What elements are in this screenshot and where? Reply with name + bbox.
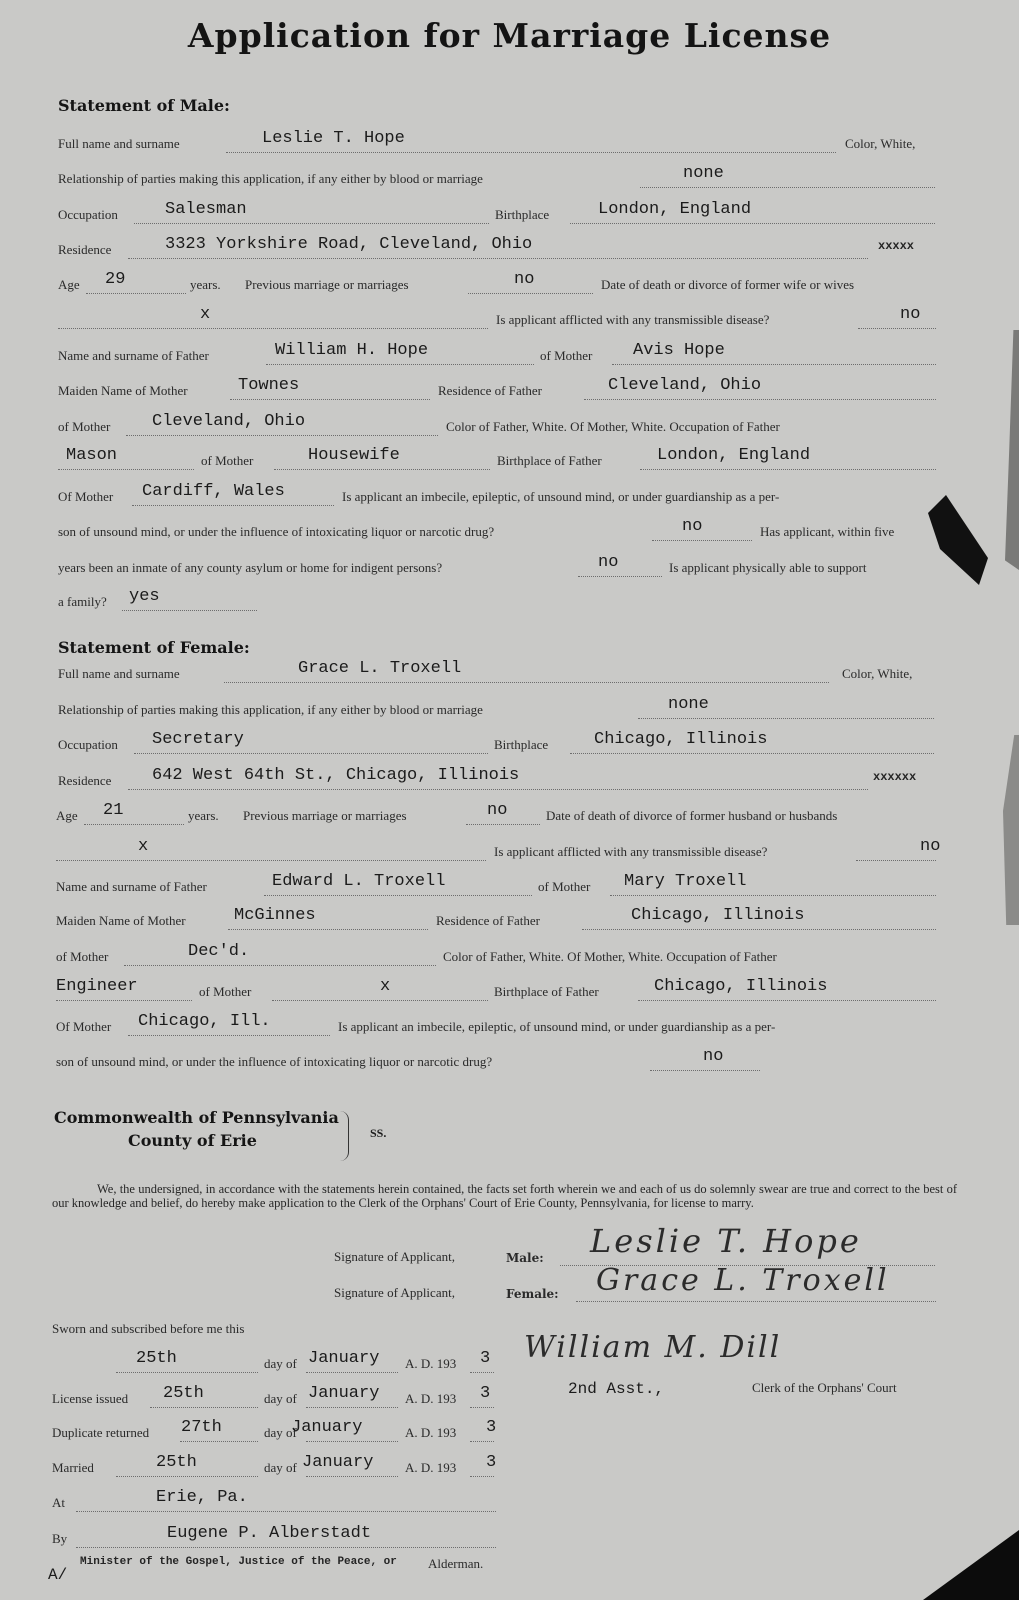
- female-maiden-label: Maiden Name of Mother: [56, 913, 186, 928]
- duplicate-month-value: January: [291, 1418, 363, 1437]
- commonwealth-heading: Commonwealth of Pennsylvania: [54, 1108, 339, 1127]
- license-day-of-label: day of: [264, 1391, 297, 1406]
- male-death-divorce-label: Date of death or divorce of former wife or wives: [601, 277, 855, 292]
- county-heading: County of Erie: [128, 1131, 257, 1150]
- male-residence-line: [128, 258, 868, 259]
- license-ad-label: A. D. 193: [405, 1391, 457, 1406]
- female-unsound-row: [0, 1044, 1019, 1074]
- female-res-mother-row: [0, 939, 1019, 969]
- male-color-parents-label: Color of Father, White. Of Mother, White. Occupation of Father: [446, 419, 780, 434]
- male-disease-row: [0, 302, 1019, 332]
- female-years-label: years.: [188, 808, 219, 823]
- male-occ-mother-label: of Mother: [201, 453, 254, 468]
- female-father-name-value: Edward L. Troxell: [272, 872, 446, 891]
- female-mother-name-label: of Mother: [538, 879, 591, 894]
- married-year-value: 3: [486, 1453, 497, 1472]
- female-maiden-value: McGinnes: [234, 906, 316, 925]
- female-birthplace-line: [570, 753, 934, 754]
- male-family-row: [0, 584, 1019, 614]
- female-res-father-value: Chicago, Illinois: [631, 906, 805, 925]
- female-age-label: Age: [56, 808, 78, 823]
- male-bp-mother-row: [0, 479, 1019, 509]
- license-day-line: [150, 1407, 258, 1408]
- female-relationship-line: [638, 718, 934, 719]
- male-residence-strikeout: xxxxx: [878, 239, 915, 253]
- female-full-name-row: [0, 656, 1019, 686]
- male-full-name-value: Leslie T. Hope: [262, 129, 405, 148]
- female-previous-label: Previous marriage or marriages: [243, 808, 407, 823]
- female-signature-line: [576, 1301, 936, 1302]
- male-occupation-parents-row: [0, 443, 1019, 473]
- male-res-father-value: Cleveland, Ohio: [608, 376, 762, 395]
- male-age-row: [0, 267, 1019, 297]
- female-occ-mother-line: [272, 1000, 488, 1001]
- male-maiden-value: Townes: [238, 376, 300, 395]
- married-row: [0, 1450, 1019, 1480]
- clerk-title-value: 2nd Asst.,: [568, 1380, 665, 1398]
- male-occupation-label: Occupation: [58, 207, 118, 222]
- female-birthplace-label: Birthplace: [494, 737, 549, 752]
- married-year-line: [470, 1476, 494, 1477]
- male-mother-name-value: Avis Hope: [633, 341, 725, 360]
- document-title: Application for Marriage License: [187, 16, 832, 55]
- sworn-year-line: [470, 1372, 494, 1373]
- jurisdiction-brace: [340, 1111, 349, 1161]
- sworn-label-row: [0, 1311, 1019, 1341]
- male-birthplace-value: London, England: [598, 200, 752, 219]
- married-day-value: 25th: [156, 1453, 197, 1472]
- female-father-name-label: Name and surname of Father: [56, 879, 207, 894]
- sworn-month-value: January: [308, 1349, 380, 1368]
- male-res-father-label: Residence of Father: [438, 383, 542, 398]
- married-month-value: January: [302, 1453, 374, 1472]
- clerk-label: Clerk of the Orphans' Court: [752, 1380, 897, 1395]
- male-father-name-label: Name and surname of Father: [58, 348, 209, 363]
- male-residence-value: 3323 Yorkshire Road, Cleveland, Ohio: [165, 235, 533, 254]
- married-by-row: [0, 1521, 1019, 1551]
- male-unsound-row: [0, 514, 1019, 544]
- male-res-mother-row: [0, 409, 1019, 439]
- male-full-name-label: Full name and surname: [58, 136, 180, 151]
- male-relationship-label: Relationship of parties making this application, if any either by blood or marriage: [58, 171, 483, 186]
- license-year-value: 3: [480, 1384, 491, 1403]
- sworn-day-of-label: day of: [264, 1356, 297, 1371]
- female-disease-line: [856, 860, 936, 861]
- female-previous-value: no: [487, 801, 508, 820]
- sworn-day-value: 25th: [136, 1349, 177, 1368]
- duplicate-ad-label: A. D. 193: [405, 1425, 457, 1440]
- female-occ-father-line: [56, 1000, 192, 1001]
- female-maiden-row: [0, 903, 1019, 933]
- female-mother-name-value: Mary Troxell: [624, 872, 747, 891]
- male-residence-row: [0, 232, 1019, 262]
- male-bp-mother-value: Cardiff, Wales: [142, 482, 285, 501]
- male-occ-mother-line: [274, 469, 490, 470]
- male-section-heading: Statement of Male:: [58, 96, 230, 115]
- oath-paragraph: We, the undersigned, in accordance with the statements herein contained, the facts set forth wherein we and each of us do solemnly swear are true and correct to the best of our knowledge and belief, do hereby make application to the Clerk of the Orphans' Court of Erie County, Pennsylvania, for license to marry.: [52, 1182, 957, 1210]
- married-at-line: [76, 1511, 496, 1512]
- female-full-name-label: Full name and surname: [58, 666, 180, 681]
- female-res-mother-line: [124, 965, 436, 966]
- male-res-mother-value: Cleveland, Ohio: [152, 412, 306, 431]
- male-death-divorce-value: x: [200, 305, 211, 324]
- sworn-ad-label: A. D. 193: [405, 1356, 457, 1371]
- female-father-name-line: [264, 895, 532, 896]
- male-signature-label: Signature of Applicant,: [334, 1249, 455, 1264]
- male-disease-line: [858, 328, 936, 329]
- male-age-label: Age: [58, 277, 80, 292]
- male-father-name-value: William H. Hope: [275, 341, 429, 360]
- female-death-divorce-line: [56, 860, 486, 861]
- ss-mark: SS.: [370, 1126, 387, 1140]
- license-day-value: 25th: [163, 1384, 204, 1403]
- clerk-signature: William M. Dill: [524, 1330, 782, 1365]
- male-maiden-row: [0, 373, 1019, 403]
- married-at-row: [0, 1485, 1019, 1515]
- duplicate-day-of-label: day of: [264, 1425, 297, 1440]
- female-age-line: [84, 824, 184, 825]
- male-res-mother-line: [126, 435, 438, 436]
- male-asylum-row: [0, 550, 1019, 580]
- male-bp-father-line: [640, 469, 936, 470]
- duplicate-year-value: 3: [486, 1418, 497, 1437]
- female-bp-mother-value: Chicago, Ill.: [138, 1012, 271, 1031]
- male-occ-father-value: Mason: [66, 446, 118, 465]
- male-relationship-value: none: [683, 164, 724, 183]
- male-family-line: [122, 610, 257, 611]
- male-bp-mother-label: Of Mother: [58, 489, 114, 504]
- duplicate-month-line: [306, 1441, 398, 1442]
- male-occ-mother-value: Housewife: [308, 446, 400, 465]
- male-asylum-label-b: years been an inmate of any county asylum or home for indigent persons?: [58, 560, 443, 575]
- female-bp-father-line: [638, 1000, 936, 1001]
- male-asylum-label-a: Has applicant, within five: [760, 524, 895, 539]
- female-previous-line: [466, 824, 540, 825]
- sworn-label: Sworn and subscribed before me this: [52, 1321, 245, 1336]
- male-unsound-value: no: [682, 517, 703, 536]
- male-relationship-line: [640, 187, 935, 188]
- duplicate-year-line: [470, 1441, 494, 1442]
- sworn-year-value: 3: [480, 1349, 491, 1368]
- female-residence-value: 642 West 64th St., Chicago, Illinois: [152, 766, 520, 785]
- female-residence-strikeout: xxxxxx: [873, 770, 917, 784]
- female-signature-sex-label: Female:: [506, 1287, 559, 1301]
- female-res-mother-value: Dec'd.: [188, 942, 250, 961]
- male-family-value: yes: [129, 587, 160, 606]
- male-previous-label: Previous marriage or marriages: [245, 277, 409, 292]
- female-birthplace-value: Chicago, Illinois: [594, 730, 768, 749]
- female-color-label: Color, White,: [842, 666, 913, 681]
- married-by-value: Eugene P. Alberstadt: [167, 1524, 372, 1543]
- male-disease-label: Is applicant afflicted with any transmissible disease?: [496, 312, 770, 327]
- female-occupation-row: [0, 727, 1019, 757]
- male-disease-value: no: [900, 305, 921, 324]
- female-occupation-parents-row: [0, 974, 1019, 1004]
- married-by-label: By: [52, 1531, 68, 1546]
- officiant-strikeout: Minister of the Gospel, Justice of the Peace, or: [80, 1556, 397, 1568]
- male-bp-father-value: London, England: [657, 446, 811, 465]
- male-support-label: Is applicant physically able to support: [669, 560, 867, 575]
- married-month-line: [306, 1476, 398, 1477]
- female-bp-father-label: Birthplace of Father: [494, 984, 599, 999]
- male-age-value: 29: [105, 270, 126, 289]
- female-bp-mother-row: [0, 1009, 1019, 1039]
- female-color-parents-label: Color of Father, White. Of Mother, White. Occupation of Father: [443, 949, 777, 964]
- female-father-row: [0, 869, 1019, 899]
- female-section-heading: Statement of Female:: [58, 638, 250, 657]
- female-full-name-line: [224, 682, 829, 683]
- male-signature: Leslie T. Hope: [590, 1222, 862, 1260]
- female-maiden-line: [228, 929, 428, 930]
- female-occupation-label: Occupation: [58, 737, 118, 752]
- married-by-line: [76, 1547, 496, 1548]
- duplicate-day-line: [180, 1441, 258, 1442]
- male-years-label: years.: [190, 277, 221, 292]
- duplicate-row: [0, 1415, 1019, 1445]
- married-at-value: Erie, Pa.: [156, 1488, 248, 1507]
- male-previous-value: no: [514, 270, 535, 289]
- female-disease-row: [0, 834, 1019, 864]
- male-maiden-line: [230, 399, 430, 400]
- male-bp-mother-line: [132, 505, 334, 506]
- male-asylum-line: [578, 576, 662, 577]
- female-res-father-line: [582, 929, 936, 930]
- duplicate-label: Duplicate returned: [52, 1425, 150, 1440]
- female-full-name-value: Grace L. Troxell: [298, 659, 462, 678]
- license-row: [0, 1381, 1019, 1411]
- license-label: License issued: [52, 1391, 129, 1406]
- female-bp-father-value: Chicago, Illinois: [654, 977, 828, 996]
- female-age-value: 21: [103, 801, 124, 820]
- female-occ-father-value: Engineer: [56, 977, 138, 996]
- male-asylum-value: no: [598, 553, 619, 572]
- duplicate-day-value: 27th: [181, 1418, 222, 1437]
- license-month-line: [306, 1407, 398, 1408]
- male-father-name-line: [266, 364, 534, 365]
- male-maiden-label: Maiden Name of Mother: [58, 383, 188, 398]
- female-disease-label: Is applicant afflicted with any transmissible disease?: [494, 844, 768, 859]
- female-res-father-label: Residence of Father: [436, 913, 540, 928]
- female-bp-mother-line: [128, 1035, 330, 1036]
- female-occ-mother-value: x: [380, 977, 391, 996]
- sworn-date-row: [0, 1346, 1019, 1376]
- male-previous-line: [468, 293, 593, 294]
- male-bp-father-label: Birthplace of Father: [497, 453, 602, 468]
- male-color-label: Color, White,: [845, 136, 916, 151]
- married-ad-label: A. D. 193: [405, 1460, 457, 1475]
- male-occupation-value: Salesman: [165, 200, 247, 219]
- male-res-father-line: [584, 399, 936, 400]
- female-residence-label: Residence: [58, 773, 112, 788]
- license-month-value: January: [308, 1384, 380, 1403]
- male-unsound-line: [652, 540, 752, 541]
- female-unsound-value: no: [703, 1047, 724, 1066]
- male-birthplace-line: [570, 223, 935, 224]
- male-relationship-row: [0, 161, 1019, 191]
- male-family-label: a family?: [58, 594, 107, 609]
- male-age-line: [86, 293, 186, 294]
- male-death-divorce-line: [58, 328, 488, 329]
- married-day-of-label: day of: [264, 1460, 297, 1475]
- female-death-divorce-value: x: [138, 837, 149, 856]
- female-residence-line: [128, 789, 868, 790]
- male-full-name-line: [226, 152, 836, 153]
- female-unsound-line: [650, 1070, 760, 1071]
- married-day-line: [116, 1476, 258, 1477]
- male-signature-sex-label: Male:: [506, 1251, 544, 1265]
- male-occupation-row: [0, 197, 1019, 227]
- female-death-divorce-label: Date of death of divorce of former husband or husbands: [546, 808, 838, 823]
- female-disease-value: no: [920, 837, 941, 856]
- male-mother-name-line: [612, 364, 936, 365]
- male-res-mother-label: of Mother: [58, 419, 111, 434]
- male-full-name-row: [0, 126, 1019, 156]
- female-mother-name-line: [610, 895, 936, 896]
- male-birthplace-label: Birthplace: [495, 207, 550, 222]
- married-at-label: At: [52, 1495, 65, 1510]
- female-res-mother-label: of Mother: [56, 949, 109, 964]
- female-residence-row: [0, 763, 1019, 793]
- male-unsound-label: son of unsound mind, or under the influence of intoxicating liquor or narcotic drug?: [58, 524, 495, 539]
- female-occ-mother-label: of Mother: [199, 984, 252, 999]
- sworn-day-line: [116, 1372, 258, 1373]
- male-occ-father-line: [58, 469, 194, 470]
- male-imbecile-label: Is applicant an imbecile, epileptic, of unsound mind, or under guardianship as a per-: [342, 489, 780, 504]
- male-mother-name-label: of Mother: [540, 348, 593, 363]
- female-occupation-value: Secretary: [152, 730, 244, 749]
- female-relationship-value: none: [668, 695, 709, 714]
- male-father-row: [0, 338, 1019, 368]
- female-signature: Grace L. Troxell: [596, 1263, 890, 1298]
- male-occupation-line: [134, 223, 489, 224]
- license-year-line: [470, 1407, 494, 1408]
- female-relationship-row: [0, 692, 1019, 722]
- male-residence-label: Residence: [58, 242, 112, 257]
- female-imbecile-label: Is applicant an imbecile, epileptic, of unsound mind, or under guardianship as a per-: [338, 1019, 776, 1034]
- sworn-month-line: [306, 1372, 398, 1373]
- female-unsound-label: son of unsound mind, or under the influence of intoxicating liquor or narcotic drug?: [56, 1054, 493, 1069]
- footer-mark: A/: [48, 1566, 68, 1584]
- female-relationship-label: Relationship of parties making this application, if any either by blood or marriage: [58, 702, 483, 717]
- female-bp-mother-label: Of Mother: [56, 1019, 112, 1034]
- married-label: Married: [52, 1460, 94, 1475]
- female-occupation-line: [134, 753, 488, 754]
- female-age-row: [0, 798, 1019, 828]
- officiant-title: Alderman.: [428, 1556, 484, 1571]
- female-signature-label: Signature of Applicant,: [334, 1285, 455, 1300]
